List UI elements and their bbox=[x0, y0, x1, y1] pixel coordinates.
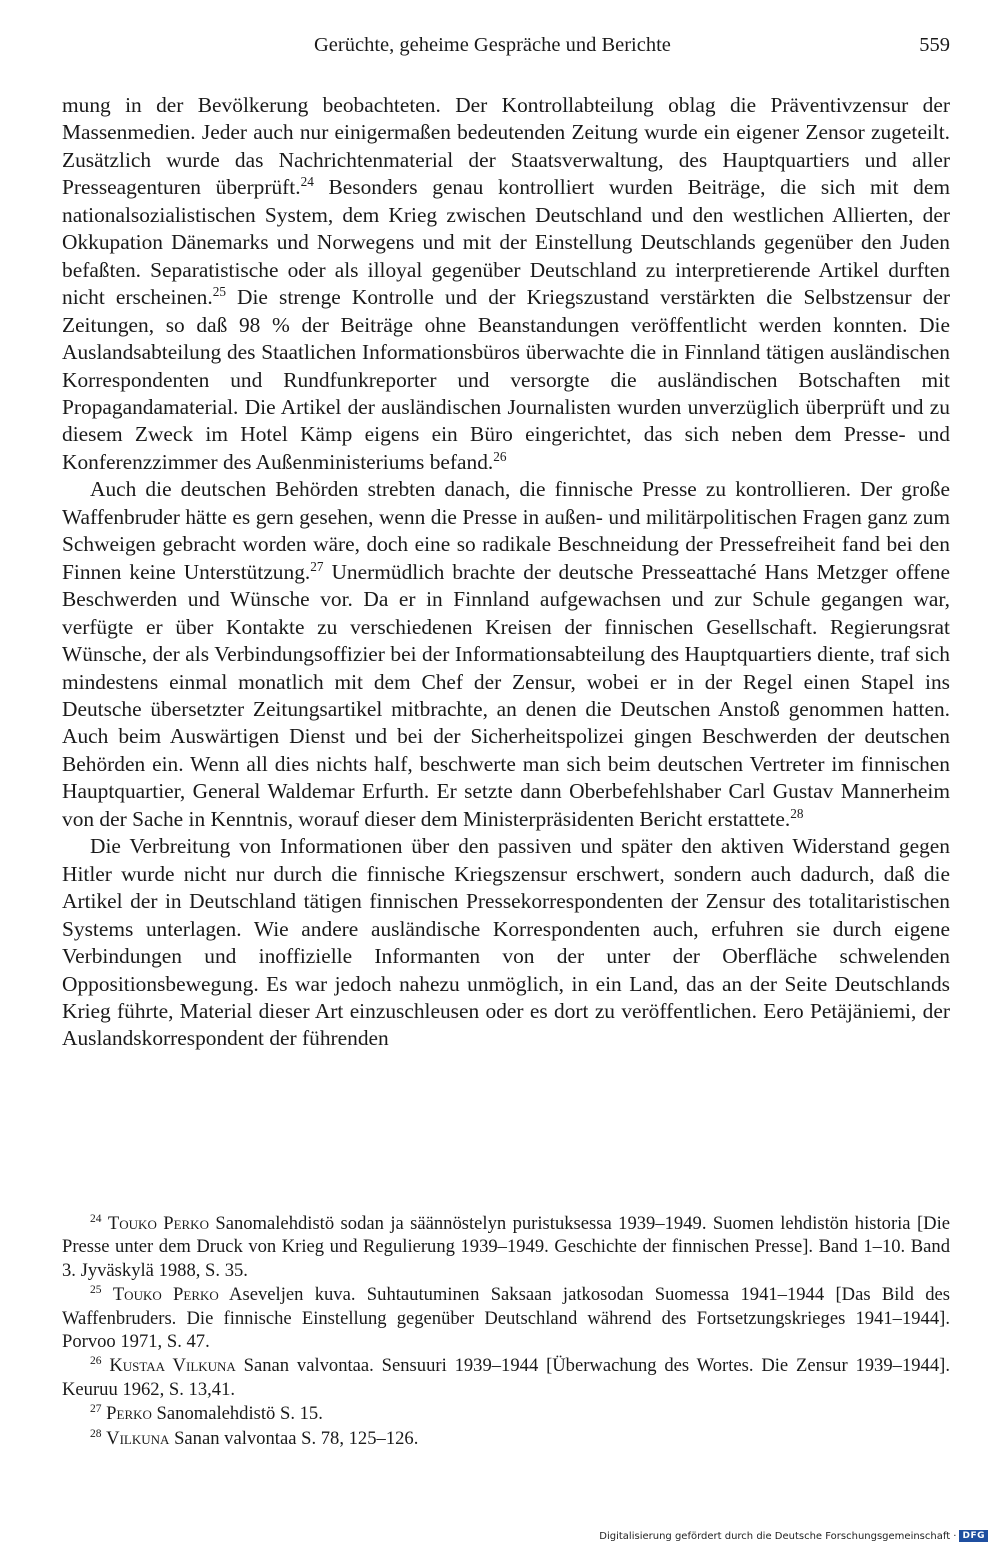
credit-text: Digitalisierung gefördert durch die Deutsche Forschungsgemeinschaft · bbox=[599, 1530, 957, 1542]
main-text bbox=[62, 92, 950, 1053]
footnote-25 bbox=[62, 1283, 950, 1353]
footnote-number: 24 bbox=[90, 1212, 102, 1225]
footnote-ref-28[interactable]: 28 bbox=[790, 805, 804, 821]
footnote-ref-26[interactable]: 26 bbox=[493, 448, 507, 464]
footnote-number: 27 bbox=[90, 1403, 102, 1416]
footnote-author: Touko Perko bbox=[112, 1284, 219, 1306]
text-run: Die strenge Kontrolle und der Kriegszustand verstärkten die Selbstzensur der Zeitungen, so daß 98 % der Beiträge ohne Beanstandungen veröffentlicht werden konnten. Die Auslandsabteilung des Staatlichen Informationsbüros überwachte die in Finnland tätigen ausländischen Korrespondenten und Rundfunkreporter und versorgte die ausländischen Botschaften mit Propagandamaterial. Die Artikel der ausländischen Journalisten wurden unverzüglich überprüft und zu diesem Zweck im Hotel Kämp eigens ein Büro eingerichtet, das sich neben dem Presse- und Konferenzzimmer des Außenministeriums befand. bbox=[62, 285, 950, 474]
footnotes bbox=[62, 1212, 950, 1451]
text-run: Besonders genau kontrolliert wurden Beiträge, die sich mit dem nationalsozialistischen System, dem Krieg zwischen Deutschland und den westlichen Allierten, der Okkupation Dänemarks und Norwegens und mit der Einstellung Deutschlands gegenüber den Juden befaßten. Separatistische oder als illoyal gegenüber Deutschland zu interpretierende Artikel durften nicht erscheinen. bbox=[62, 175, 950, 310]
footnote-26 bbox=[62, 1354, 950, 1401]
running-title: Gerüchte, geheime Gespräche und Berichte bbox=[314, 34, 671, 56]
footnote-author: Kustaa Vilkuna bbox=[109, 1355, 236, 1377]
footnote-text: Aseveljen kuva. Suhtautuminen Saksaan jatkosodan Suomessa 1941–1944 [Das Bild des Waffenbruders. Die finnische Einstellung gegenüber Deutschland während des Fortsetzungskrieges 1941–1944]. Porvoo 1971, S. 47. bbox=[62, 1284, 950, 1353]
paragraph-2 bbox=[62, 476, 950, 833]
footnote-text: Sanomalehdistö S. 15. bbox=[151, 1403, 323, 1425]
text-run: Unermüdlich brachte der deutsche Presseattaché Hans Metzger offene Beschwerden und Wünsche vor. Da er in Finnland aufgewachsen und zur Schule gegangen war, verfügte er über Kontakte zu verschiedenen Kreisen der finnischen Gesellschaft. Regierungsrat Wünsche, der als Verbindungsoffizier bei der Informationsabteilung des Hauptquartiers diente, traf sich mindestens einmal monatlich mit dem Chef der Zensur, wobei er in der Regel einen Stapel ins Deutsche übersetzter Zeitungsartikel mitbrachte, an denen die Deutschen Anstoß genommen hatten. Auch beim Auswärtigen Dienst und bei der Sicherheitspolizei gingen Beschwerden der deutschen Behörden ein. Wenn all dies nichts half, beschwerte man sich beim deutschen Vertreter im finnischen Hauptquartier, General Waldemar Erfurth. Er setzte dann Oberbefehlshaber Carl Gustav Mannerheim von der Sache in Kenntnis, worauf dieser dem Ministerpräsidenten Bericht erstattete. bbox=[62, 559, 950, 831]
footnote-ref-25[interactable]: 25 bbox=[212, 284, 226, 300]
footnote-28 bbox=[62, 1427, 950, 1450]
running-head bbox=[62, 34, 950, 64]
paragraph-1 bbox=[62, 92, 950, 476]
footnote-author: Vilkuna bbox=[106, 1427, 170, 1449]
digitization-credit bbox=[599, 1530, 988, 1542]
dfg-logo-icon: DFG bbox=[959, 1530, 988, 1542]
footnote-author: Touko Perko bbox=[107, 1213, 209, 1234]
text-run: mung in der Bevölkerung beobachteten. Der Kontrollabteilung oblag die Präventivzensur der Massenmedien. Jeder auch nur einigermaßen bedeutenden Zeitung wurde ein eigener Zensor zugeteilt. Zusätzlich wurde das Nachrichtenmaterial der Staatsverwaltung, des Hauptquartiers und aller Presseagenturen überprüft. bbox=[62, 93, 950, 200]
footnote-number: 25 bbox=[90, 1284, 102, 1297]
footnote-number: 28 bbox=[90, 1427, 102, 1440]
footnote-text: Sanan valvontaa. Sensuuri 1939–1944 [Überwachung des Wortes. Die Zensur 1939–1944]. Keuruu 1962, S. 13,41. bbox=[62, 1355, 950, 1400]
footnote-ref-27[interactable]: 27 bbox=[310, 558, 324, 574]
footnote-text: Sanan valvontaa S. 78, 125–126. bbox=[169, 1427, 419, 1449]
footnote-27 bbox=[62, 1402, 950, 1425]
text-run: Auch die deutschen Behörden strebten danach, die finnische Presse zu kontrollieren. Der große Waffenbruder hätte es gern gesehen, wenn die Presse in außen- und militärpolitischen Fragen ganz zum Schweigen gebracht worden wäre, doch eine so radikale Beschneidung der Pressefreiheit fand bei den Finnen keine Unterstützung. bbox=[62, 477, 950, 584]
footnote-number: 26 bbox=[90, 1355, 102, 1368]
paragraph-3 bbox=[62, 833, 950, 1053]
footnote-24 bbox=[62, 1212, 950, 1282]
footnote-author: Perko bbox=[106, 1403, 152, 1425]
footnote-ref-24[interactable]: 24 bbox=[300, 174, 314, 190]
page-number: 559 bbox=[919, 34, 950, 56]
footnote-text: Sanomalehdistö sodan ja säännöstelyn puristuksessa 1939–1949. Suomen lehdistön historia [Die Presse unter dem Druck von Krieg und Regulierung 1939–1949. Geschichte der finnischen Presse]. Band 1–10. Band 3. Jyväskylä 1988, S. 35. bbox=[62, 1213, 950, 1281]
text-run: Die Verbreitung von Informationen über den passiven und später den aktiven Widerstand gegen Hitler wurde nicht nur durch die finnische Kriegszensur erschwert, sondern auch dadurch, daß die Artikel der in Deutschland tätigen finnischen Pressekorrespondenten der Zensur des totalitaristischen Systems unterlagen. Wie andere ausländische Korrespondenten auch, erfuhren sie durch eigene Verbindungen und inoffizielle Informanten von der unter der Oberfläche schwelenden Oppositionsbewegung. Es war jedoch nahezu unmöglich, in ein Land, das an der Seite Deutschlands Krieg führte, Material dieser Art einzuschleusen oder es dort zu veröffentlichen. Eero Petäjäniemi, der Auslandskorrespondent der führenden bbox=[62, 834, 950, 1051]
